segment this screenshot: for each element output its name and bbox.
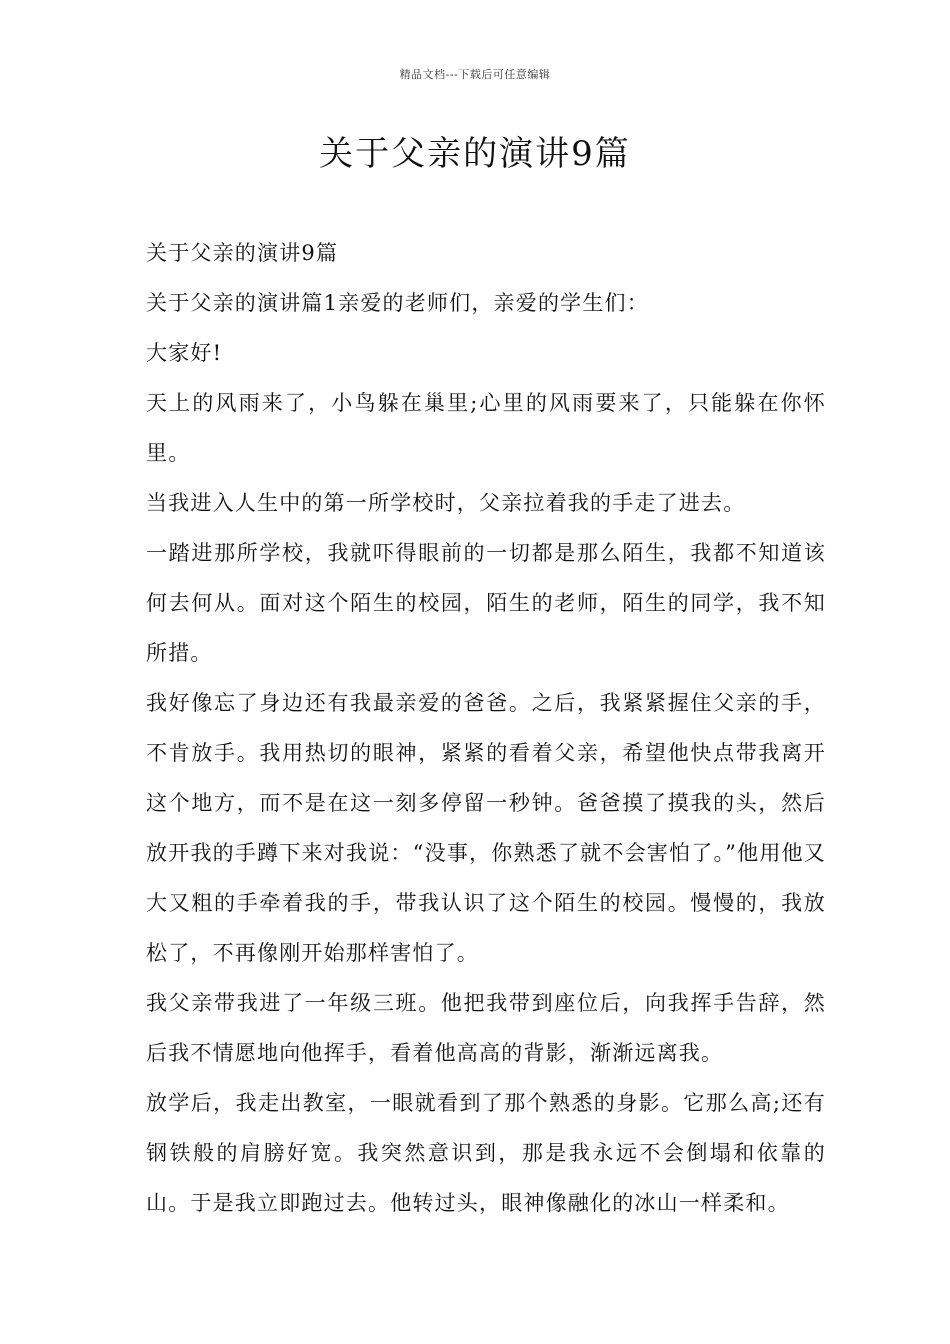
paragraph: 天上的风雨来了，小鸟躲在巢里;心里的风雨要来了，只能躲在你怀里。: [146, 391, 826, 465]
paragraph: 我父亲带我进了一年级三班。他把我带到座位后，向我挥手告辞，然后我不情愿地向他挥手，看着他高高的背影，渐渐远离我。: [146, 991, 826, 1065]
paragraph: 放学后，我走出教室，一眼就看到了那个熟悉的身影。它那么高;还有钢铁般的肩膀好宽。我突然意识到，那是我永远不会倒塌和依靠的山。于是我立即跑过去。他转过头，眼神像融化的冰山一样柔和。: [146, 1091, 826, 1215]
paragraph: 我好像忘了身边还有我最亲爱的爸爸。之后，我紧紧握住父亲的手，不肯放手。我用热切的眼神，紧紧的看着父亲，希望他快点带我离开这个地方，而不是在这一刻多停留一秒钟。爸爸摸了摸我的头，然后放开我的手蹲下来对我说：“没事，你熟悉了就不会害怕了。”他用他又大又粗的手牵着我的手，带我认识了这个陌生的校园。慢慢的，我放松了，不再像刚开始那样害怕了。: [146, 691, 826, 965]
document-body: [146, 228, 826, 1228]
paragraph: 一踏进那所学校，我就吓得眼前的一切都是那么陌生，我都不知道该何去何从。面对这个陌生的校园，陌生的老师，陌生的同学，我不知所措。: [146, 541, 826, 665]
paragraph: 大家好!: [146, 341, 223, 365]
paragraph: 关于父亲的演讲篇1亲爱的老师们，亲爱的学生们：: [146, 291, 649, 315]
paragraph: 关于父亲的演讲9篇: [146, 241, 339, 265]
paragraph: 当我进入人生中的第一所学校时，父亲拉着我的手走了进去。: [146, 491, 746, 515]
document-title: 关于父亲的演讲9篇: [319, 134, 631, 174]
page-header: 精品文档---下载后可任意编辑: [399, 68, 551, 81]
